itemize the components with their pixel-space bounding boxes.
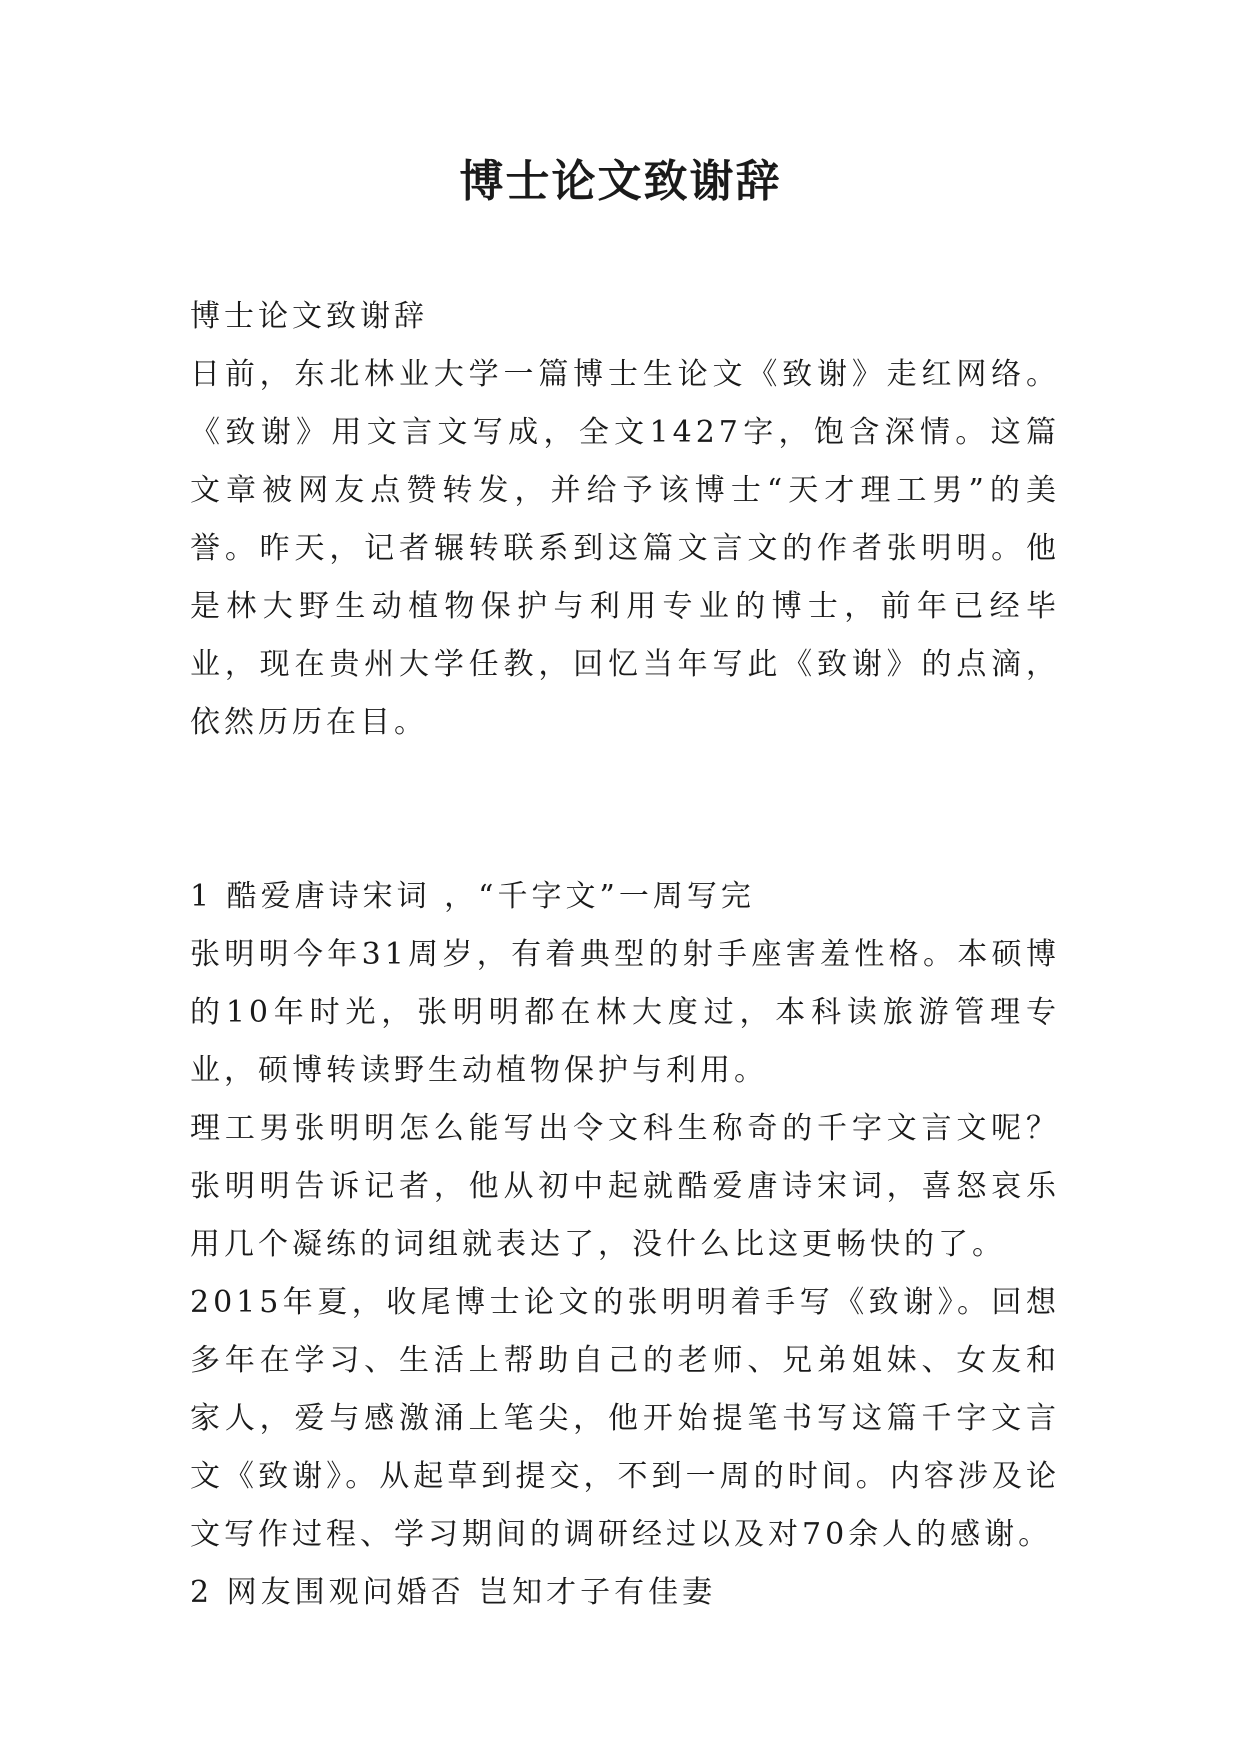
paragraph-gap	[190, 752, 1060, 868]
section-heading-1: 1 酷爱唐诗宋词 ，“千字文”一周写完	[190, 879, 755, 914]
paragraph-background: 张明明今年31周岁，有着典型的射手座害羞性格。本硕博的10年时光，张明明都在林大度过，本科读旅游管理专业，硕博转读野生动植物保护与利用。	[190, 937, 1060, 1088]
paragraph-question: 理工男张明明怎么能写出令文科生称奇的千字文言文呢？张明明告诉记者，他从初中起就酷爱唐诗宋词，喜怒哀乐用几个凝练的词组就表达了，没什么比这更畅快的了。	[190, 1111, 1060, 1262]
paragraph-subtitle: 博士论文致谢辞	[190, 299, 428, 334]
document-body	[190, 288, 1060, 1622]
paragraph-writing: 2015年夏，收尾博士论文的张明明着手写《致谢》。回想多年在学习、生活上帮助自己的老师、兄弟姐妹、女友和家人，爱与感激涌上笔尖，他开始提笔书写这篇千字文言文《致谢》。从起草到提交，不到一周的时间。内容涉及论文写作过程、学习期间的调研经过以及对70余人的感谢。	[190, 1285, 1060, 1552]
paragraph-intro: 日前，东北林业大学一篇博士生论文《致谢》走红网络。《致谢》用文言文写成，全文1427字，饱含深情。这篇文章被网友点赞转发，并给予该博士“天才理工男”的美誉。昨天，记者辗转联系到这篇文言文的作者张明明。他是林大野生动植物保护与利用专业的博士，前年已经毕业，现在贵州大学任教，回忆当年写此《致谢》的点滴，依然历历在目。	[190, 357, 1060, 740]
section-heading-2: 2 网友围观问婚否 岂知才子有佳妻	[190, 1575, 717, 1610]
document-title: 博士论文致谢辞	[459, 156, 782, 207]
